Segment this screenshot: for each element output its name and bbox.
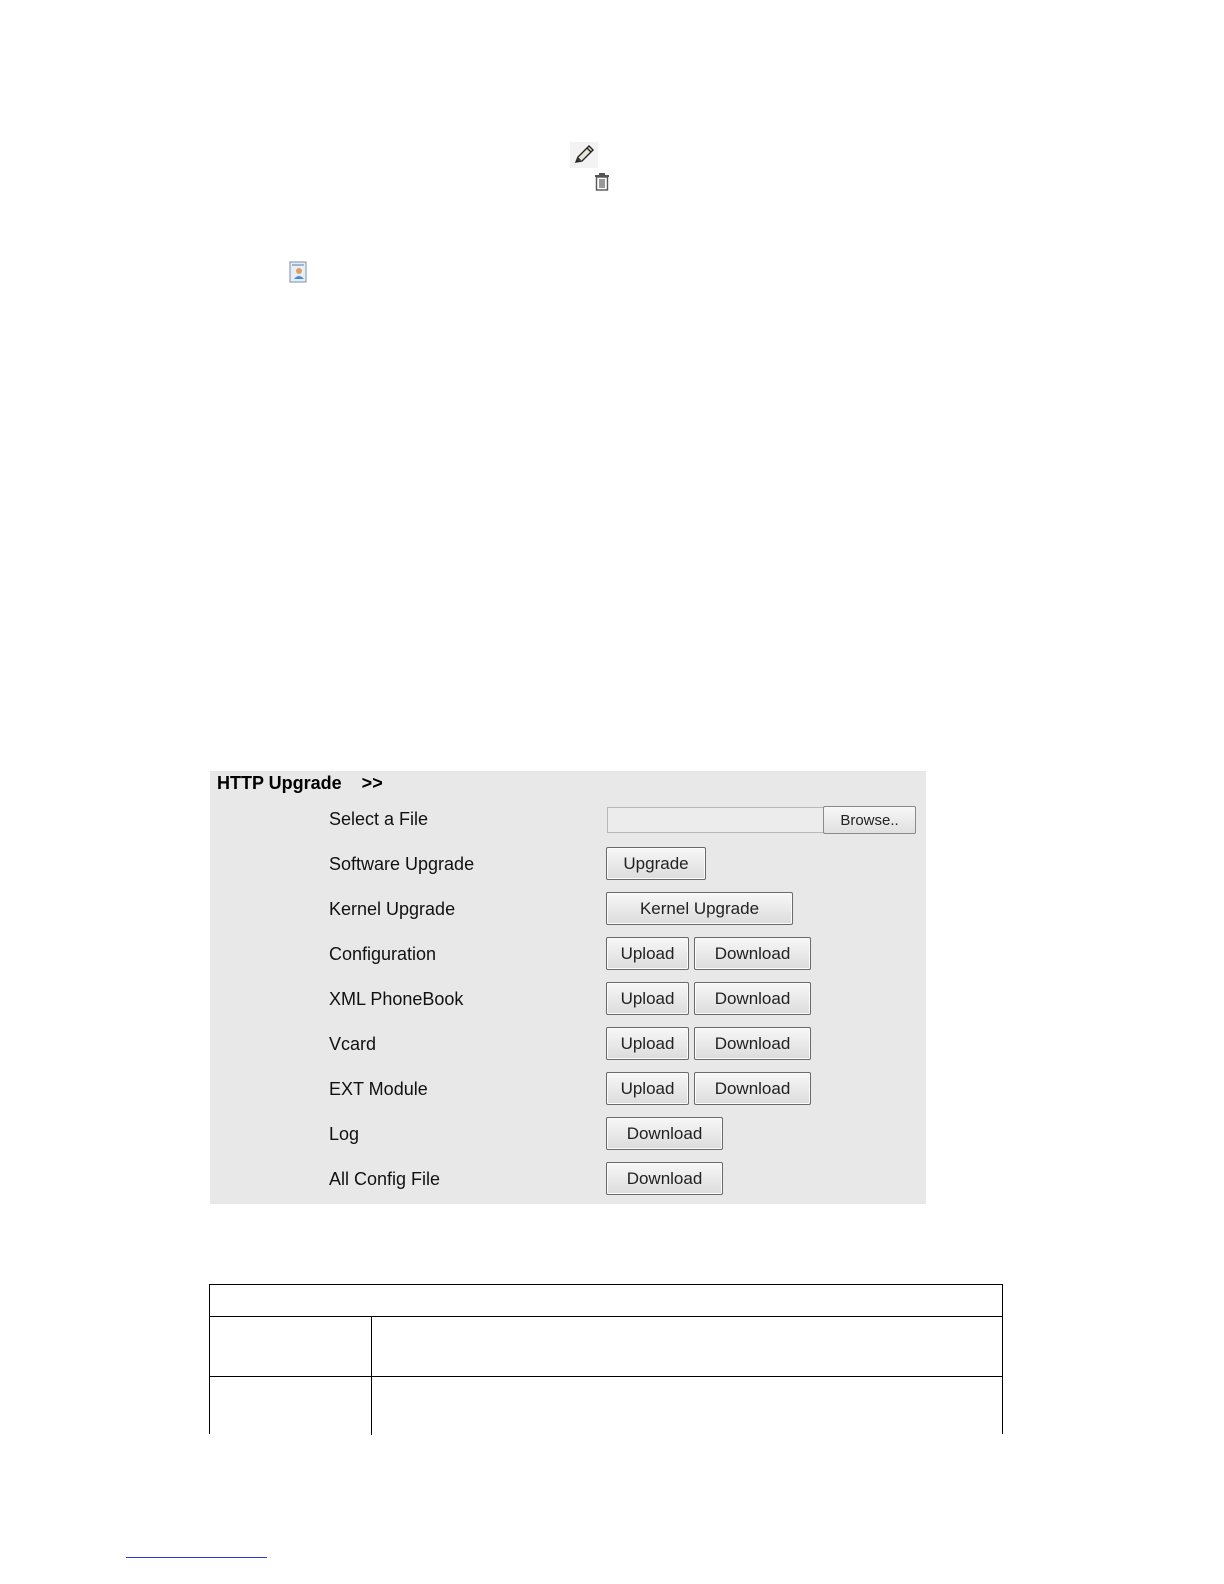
trash-icon[interactable] (592, 172, 612, 192)
vcard-download-button[interactable]: Download (694, 1027, 811, 1060)
vcard-label: Vcard (329, 1034, 377, 1054)
xml-phonebook-upload-button[interactable]: Upload (606, 982, 689, 1015)
ext-module-label: EXT Module (329, 1079, 428, 1099)
xml-phonebook-download-button[interactable]: Download (694, 982, 811, 1015)
kernel-upgrade-button[interactable]: Kernel Upgrade (606, 892, 793, 925)
upgrade-button[interactable]: Upgrade (606, 847, 706, 880)
table-header-divider (210, 1316, 1002, 1317)
select-file-label: Select a File (329, 809, 429, 829)
pencil-icon[interactable] (570, 142, 598, 168)
configuration-label: Configuration (329, 944, 437, 964)
log-download-button[interactable]: Download (606, 1117, 723, 1150)
vcard-upload-button[interactable]: Upload (606, 1027, 689, 1060)
software-upgrade-label: Software Upgrade (329, 854, 475, 874)
configuration-download-button[interactable]: Download (694, 937, 811, 970)
file-path-input[interactable] (607, 807, 824, 833)
http-upgrade-panel (210, 771, 926, 1204)
all-config-download-button[interactable]: Download (606, 1162, 723, 1195)
table-row-divider (210, 1376, 1002, 1377)
panel-title: HTTP Upgrade >> (217, 773, 383, 793)
description-table (209, 1284, 1003, 1434)
all-config-file-label: All Config File (329, 1169, 441, 1189)
footnote-rule (126, 1557, 267, 1558)
kernel-upgrade-label: Kernel Upgrade (329, 899, 456, 919)
xml-phonebook-label: XML PhoneBook (329, 989, 464, 1009)
ext-module-download-button[interactable]: Download (694, 1072, 811, 1105)
log-label: Log (329, 1124, 360, 1144)
ext-module-upload-button[interactable]: Upload (606, 1072, 689, 1105)
configuration-upload-button[interactable]: Upload (606, 937, 689, 970)
table-column-divider (371, 1316, 372, 1435)
contact-card-icon[interactable] (288, 260, 308, 284)
browse-button[interactable]: Browse.. (823, 806, 916, 834)
